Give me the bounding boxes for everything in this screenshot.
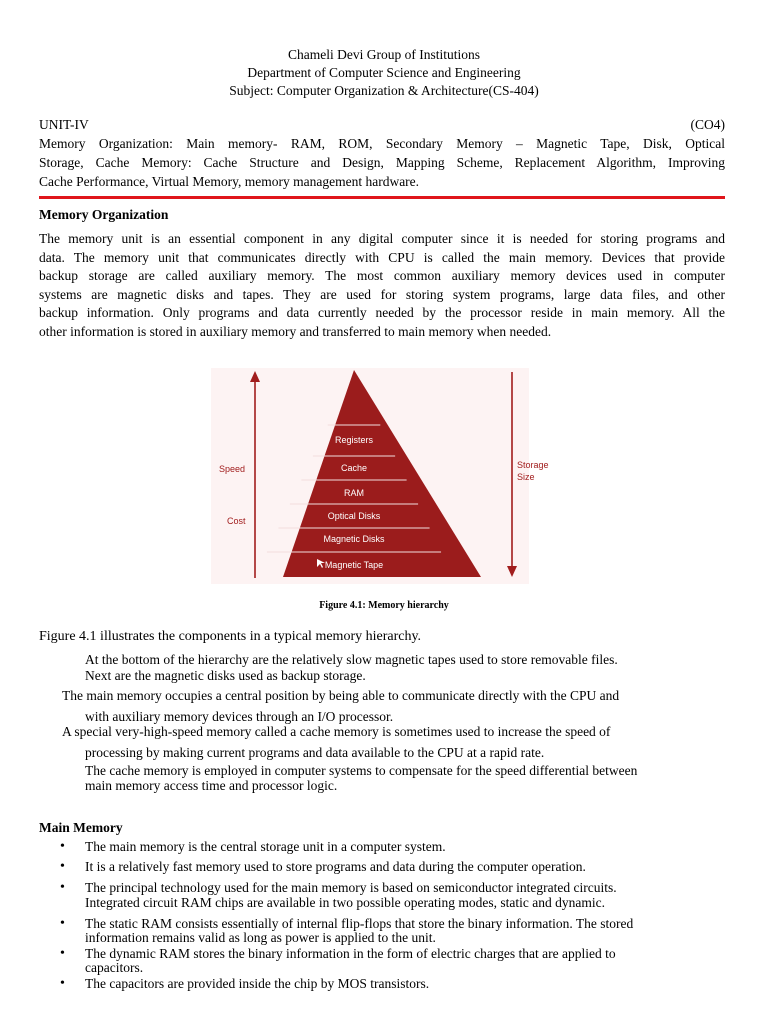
hierarchy-line: A special very-high-speed memory called a cache memory is sometimes used to increase the speed of [62, 724, 611, 739]
hierarchy-line: At the bottom of the hierarchy are the relatively slow magnetic tapes used to store removable files. [85, 652, 618, 667]
level-registers: Registers [334, 435, 374, 445]
speed-label: Speed [219, 464, 246, 474]
hierarchy-line: processing by making current programs and data available to the CPU at a rapid rate. [85, 745, 545, 760]
syllabus-line: Memory Organization: Main memory- RAM, ROM, Secondary Memory – Magnetic Tape, Disk, Optical [39, 136, 725, 151]
hierarchy-intro: Figure 4.1 illustrates the components in a typical memory hierarchy. [39, 629, 422, 644]
unit-label: UNIT-IV [39, 117, 89, 132]
bullet-text: The static RAM consists essentially of internal flip-flops that store the binary information. The stored [85, 916, 634, 931]
memory-organization-heading: Memory Organization [39, 207, 169, 222]
cost-label: Cost [227, 516, 246, 526]
level-magnetic-tape: Magnetic Tape [324, 560, 384, 570]
hierarchy-line: main memory access time and processor logic. [85, 778, 338, 793]
bullet-text: The principal technology used for the main memory is based on semiconductor integrated circuits. [85, 880, 617, 895]
paragraph-line: other information is stored in auxiliary memory and transferred to main memory when needed. [39, 324, 552, 339]
paragraph-line: data. The memory unit that communicates directly with CPU is called the main memory. Devices that provide [39, 250, 725, 265]
bullet-marker: • [60, 839, 65, 854]
bullet-text: The main memory is the central storage unit in a computer system. [85, 839, 446, 854]
department-name: Department of Computer Science and Engineering [247, 65, 521, 80]
storage-label: Storage [517, 460, 549, 470]
bullet-marker: • [60, 976, 65, 991]
bullet-marker: • [60, 946, 65, 961]
paragraph-line: The memory unit is an essential component in any digital computer since it is needed for storing programs and [39, 231, 725, 246]
paragraph-line: backup information. Only programs and data currently needed by the processor reside in main memory. All the [39, 305, 725, 320]
bullet-text-continued: information remains valid as long as power is applied to the unit. [85, 930, 436, 945]
bullet-text: The dynamic RAM stores the binary information in the form of electric charges that are applied to [85, 946, 616, 961]
unit-row [39, 117, 725, 133]
hierarchy-line: The main memory occupies a central position by being able to communicate directly with the CPU and [62, 688, 620, 703]
paragraph-line: systems are magnetic disks and tapes. They are used for storing system programs, large data files, and other [39, 287, 725, 302]
level-optical-disks: Optical Disks [327, 511, 381, 521]
memory-hierarchy-figure [211, 368, 549, 584]
bullet-text: The capacitors are provided inside the chip by MOS transistors. [85, 976, 430, 991]
bullet-text-continued: capacitors. [85, 960, 144, 975]
size-label: Size [517, 472, 535, 482]
main-memory-heading: Main Memory [39, 820, 123, 835]
subject-title: Subject: Computer Organization & Architecture(CS-404) [229, 83, 539, 98]
level-ram: RAM [344, 488, 364, 498]
bullet-text: It is a relatively fast memory used to store programs and data during the computer operation. [85, 859, 586, 874]
hierarchy-line: The cache memory is employed in computer systems to compensate for the speed differential between [85, 763, 638, 778]
syllabus-line: Storage, Cache Memory: Cache Structure and Design, Mapping Scheme, Replacement Algorithm, Improving [39, 155, 725, 170]
institution-name: Chameli Devi Group of Institutions [288, 47, 480, 62]
bullet-marker: • [60, 916, 65, 931]
course-outcome: (CO4) [690, 117, 725, 132]
bullet-text-continued: Integrated circuit RAM chips are available in two possible operating modes, static and dynamic. [85, 895, 605, 910]
figure-caption: Figure 4.1: Memory hierarchy [319, 600, 449, 611]
bullet-marker: • [60, 880, 65, 895]
bullet-marker: • [60, 859, 65, 874]
level-magnetic-disks: Magnetic Disks [323, 534, 385, 544]
hierarchy-line: with auxiliary memory devices through an I/O processor. [85, 709, 394, 724]
hierarchy-line: Next are the magnetic disks used as backup storage. [85, 668, 366, 683]
level-cache: Cache [340, 463, 368, 473]
section-divider [39, 196, 725, 199]
paragraph-line: backup storage are called auxiliary memory. The most common auxiliary memory devices used in computer [39, 268, 725, 283]
syllabus-line: Cache Performance, Virtual Memory, memory management hardware. [39, 174, 420, 189]
